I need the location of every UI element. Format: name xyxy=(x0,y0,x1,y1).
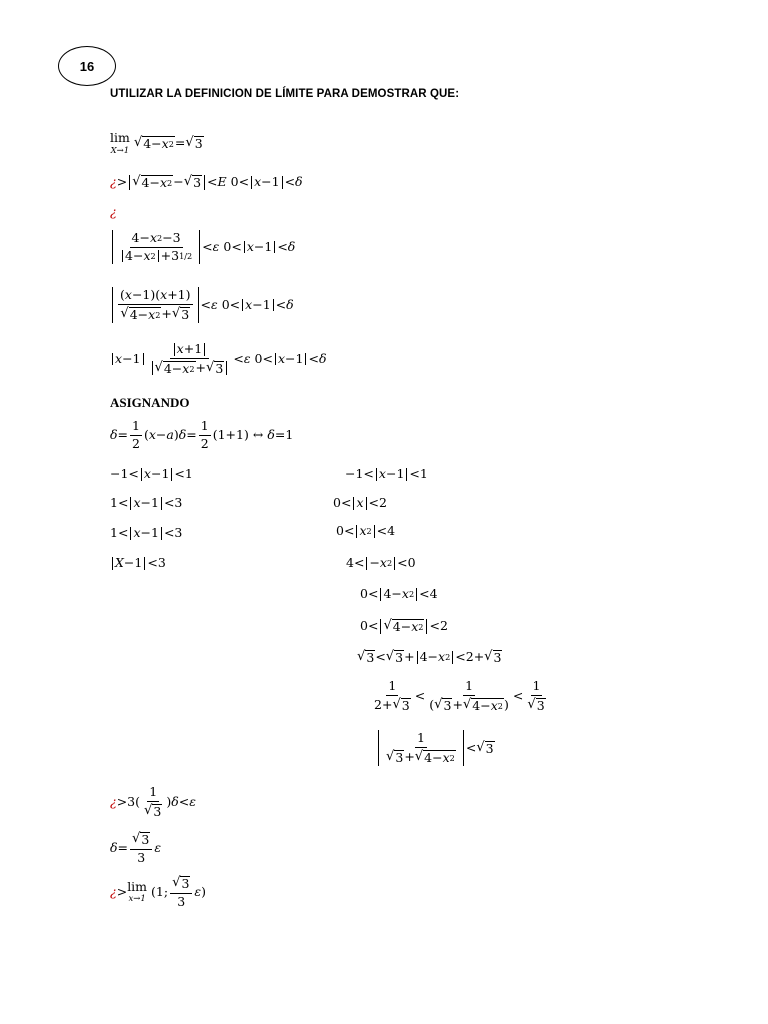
problem-heading: UTILIZAR LA DEFINICION DE LÍMITE PARA DEMOSTRAR QUE: xyxy=(110,88,460,100)
equation-symbol-line: ¿ xyxy=(110,204,117,219)
equation-definition: ¿ > √ 4− x 2 − √ 3 < E 0< x −1 < δ xyxy=(110,174,303,190)
equation-right-5: 0< 4− x 2 <4 xyxy=(360,586,438,601)
equation-right-6: 0< √ 4− x 2 <2 xyxy=(360,618,448,634)
equation-left-4: X −1 <3 xyxy=(110,557,166,570)
equation-left-3: 1< x −1 <3 xyxy=(110,525,183,540)
equation-right-1: −1< x −1 <1 xyxy=(345,466,428,481)
problem-number: 16 xyxy=(79,58,95,74)
equation-right-7: √ 3 < √ 3 + 4− x 2 <2+ √ 3 xyxy=(357,649,502,665)
problem-number-badge xyxy=(58,46,116,86)
equation-right-4: 4< − x 2 <0 xyxy=(346,555,416,570)
equation-step-rationalize: 4− x 2 −3 4− x 2 +3 1/2 < ε 0< x −1 < δ xyxy=(110,230,295,264)
equation-step-separate: x −1 x +1 √ 4− x 2 + √ 3 < ε 0< x −1 < δ xyxy=(110,343,326,375)
equation-left-2: 1< x −1 <3 xyxy=(110,495,183,510)
equation-delta-assignment: δ = $\frac{1}{2}$ (x−a) δ = $\frac{1}{2}$ (1+1) ↔ δ =1 xyxy=(110,418,294,451)
equation-bottom-3: ¿ > lim x→1 (1; √ 3 3 ε ) xyxy=(110,875,207,909)
equation-bottom-1: ¿ >3 ( 1 √ 3 ) δ < ε xyxy=(110,784,196,819)
section-label-asignando: ASIGNANDO xyxy=(110,395,190,410)
equation-right-3: 0< x 2 <4 xyxy=(336,523,396,538)
equation-step-factor: ( x −1)( x +1) √ 4− x 2 + √ 3 < ε 0< x −1 < δ xyxy=(110,287,294,323)
equation-right-2: 0< x <2 xyxy=(333,495,387,510)
equation-limit-statement: lim X→1 √ 4− x 2 = √ 3 xyxy=(110,130,203,156)
equation-right-9: 1 √ 3 + √ 4− x 2 < √ 3 xyxy=(376,730,495,766)
equation-right-8: 1 2+ √ 3 < 1 ( √ 3 + √ 4− x 2 ) < 1 √ 3 xyxy=(374,678,545,713)
equation-left-1: −1< x −1 <1 xyxy=(110,466,193,481)
equation-bottom-2: δ = √ 3 3 ε xyxy=(110,831,162,865)
